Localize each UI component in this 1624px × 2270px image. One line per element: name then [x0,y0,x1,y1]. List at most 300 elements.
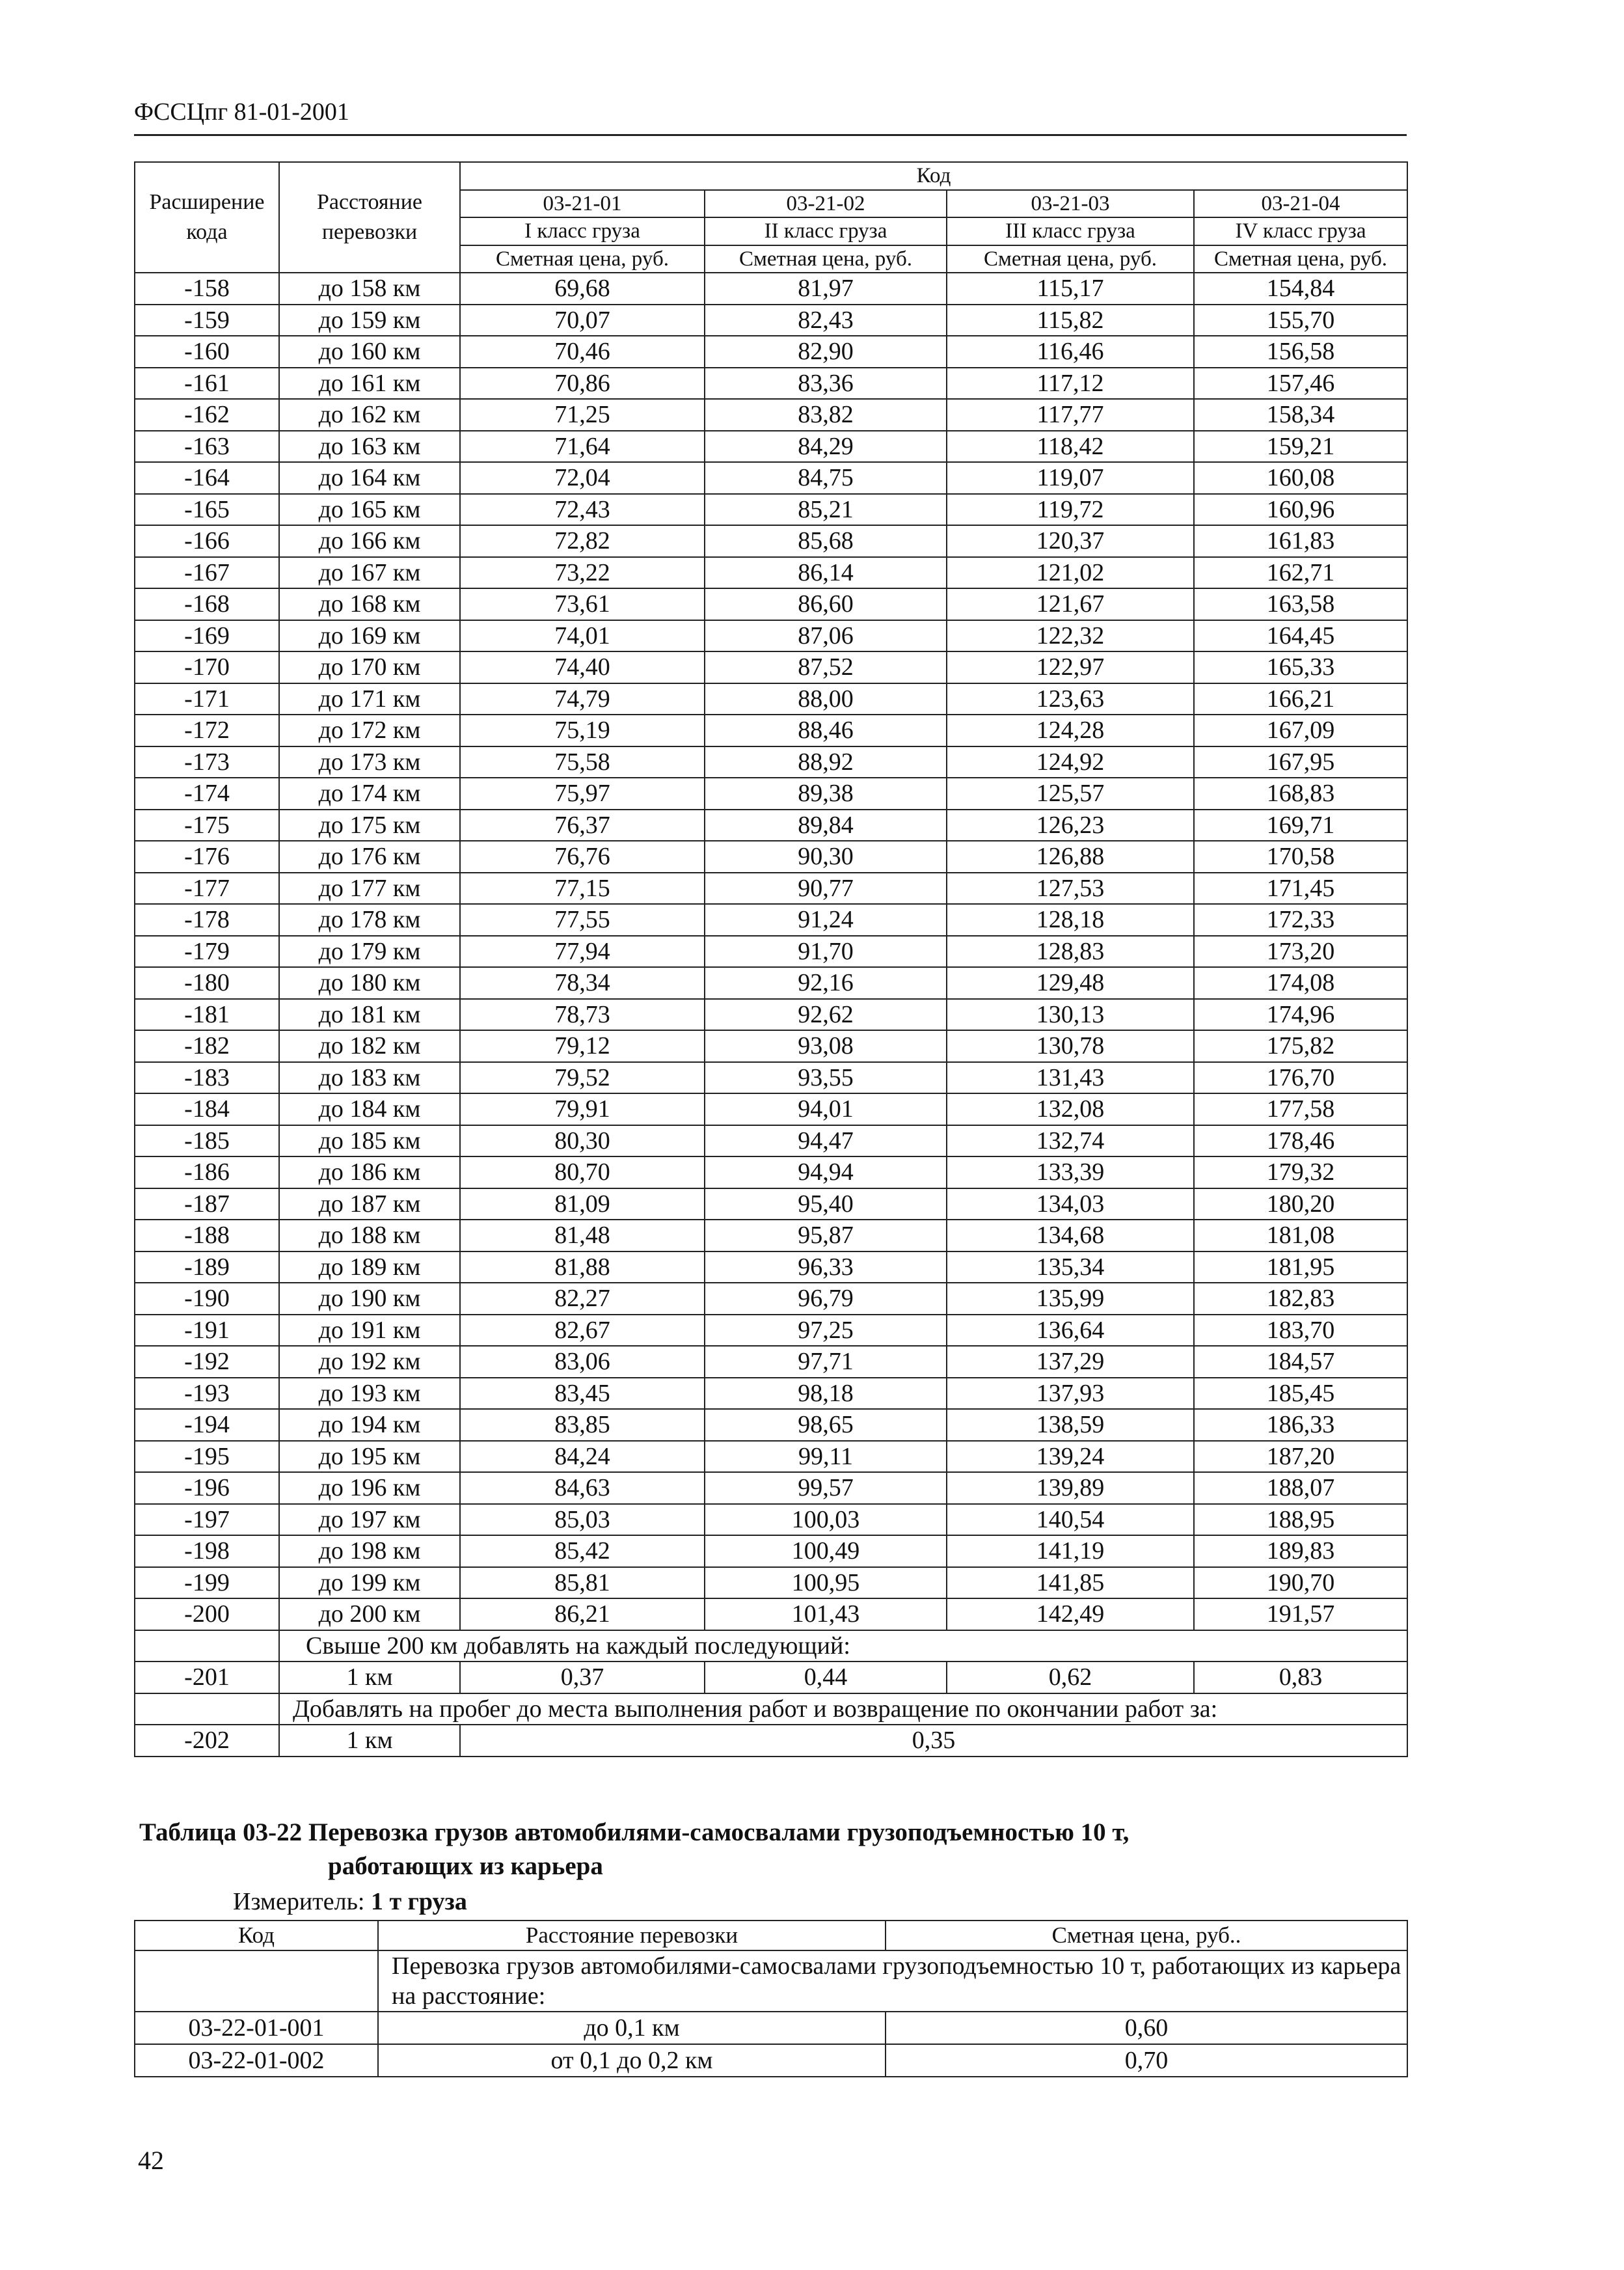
row-distance: до 196 км [279,1472,460,1504]
row-extension: -184 [135,1093,279,1125]
row-price-class-1: 84,63 [460,1472,705,1504]
row-price-class-3: 121,67 [947,588,1194,620]
row-price-class-3: 132,74 [947,1125,1194,1157]
row-distance: до 192 км [279,1346,460,1378]
row-price-class-2: 90,30 [705,841,947,873]
table-row [135,431,1407,463]
row-distance: до 180 км [279,967,460,999]
row-price-class-3: 120,37 [947,525,1194,557]
row-price-class-1: 78,34 [460,967,705,999]
row-price-class-4: 173,20 [1194,936,1407,968]
col-header-code-1: 03-21-01 [460,190,705,218]
row-price-class-1: 86,21 [460,1598,705,1630]
row-price-class-4: 181,08 [1194,1220,1407,1251]
table-row [135,1283,1407,1315]
row-price-class-4: 190,70 [1194,1567,1407,1599]
table-row [135,999,1407,1031]
row-price-class-3: 115,82 [947,305,1194,336]
measure-unit [233,1887,467,1916]
row-distance: до 194 км [279,1409,460,1441]
row-price-class-2: 98,65 [705,1409,947,1441]
row-price-class-4: 188,95 [1194,1504,1407,1536]
row-price-class-2: 100,03 [705,1504,947,1536]
row-extension: -195 [135,1441,279,1473]
table-03-22-caption [139,1816,1375,1883]
row-distance: до 165 км [279,494,460,526]
row-price-class-4: 154,84 [1194,273,1407,305]
table-row [135,368,1407,400]
row-extension: -166 [135,525,279,557]
table-row [135,525,1407,557]
row-price-class-2: 88,00 [705,683,947,715]
row-price-class-4: 164,45 [1194,620,1407,652]
row-distance: до 166 км [279,525,460,557]
row-price-class-3: 129,48 [947,967,1194,999]
row-extension: -165 [135,494,279,526]
table-row [135,967,1407,999]
row-price-class-1: 80,30 [460,1125,705,1157]
table-row [135,1472,1407,1504]
row-distance: до 198 км [279,1535,460,1567]
row-price-class-2: 92,16 [705,967,947,999]
t2-row-distance: от 0,1 до 0,2 км [378,2044,886,2077]
row-price-class-4: 175,82 [1194,1030,1407,1062]
row-distance: до 159 км [279,305,460,336]
row-price-class-3: 130,78 [947,1030,1194,1062]
table-row [135,1062,1407,1094]
row-price-class-1: 81,09 [460,1188,705,1220]
row-price-class-1: 74,79 [460,683,705,715]
row-price-class-1: 71,64 [460,431,705,463]
row-price-class-4: 174,96 [1194,999,1407,1031]
t2-row-code: 03-22-01-002 [135,2044,378,2077]
row-price-class-1: 72,43 [460,494,705,526]
row-price-class-1: 76,37 [460,810,705,841]
row-extension: -170 [135,651,279,683]
row-price-class-4: 179,32 [1194,1156,1407,1188]
row-price-class-3: 0,62 [947,1661,1194,1693]
row-extension: -188 [135,1220,279,1251]
row-price-class-1: 71,25 [460,399,705,431]
row-price-all-classes: 0,35 [460,1725,1407,1757]
row-price-class-4: 168,83 [1194,778,1407,810]
row-price-class-1: 70,46 [460,336,705,368]
row-price-class-2: 93,08 [705,1030,947,1062]
row-price-class-1: 0,37 [460,1661,705,1693]
row-price-class-3: 121,02 [947,557,1194,589]
row-price-class-4: 176,70 [1194,1062,1407,1094]
row-price-class-1: 75,97 [460,778,705,810]
row-distance: до 182 км [279,1030,460,1062]
row-extension: -187 [135,1188,279,1220]
row-extension: -186 [135,1156,279,1188]
row-price-class-1: 85,42 [460,1535,705,1567]
caption-line-1: Таблица 03-22 Перевозка грузов автомобилями-самосвалами грузоподъемностью 10 т, [139,1818,1130,1846]
row-price-class-4: 181,95 [1194,1251,1407,1283]
row-price-class-4: 191,57 [1194,1598,1407,1630]
row-price-class-1: 83,45 [460,1378,705,1410]
row-extension: -178 [135,904,279,936]
row-price-class-3: 119,07 [947,462,1194,494]
row-price-class-3: 128,18 [947,904,1194,936]
row-price-class-2: 93,55 [705,1062,947,1094]
row-distance: до 175 км [279,810,460,841]
table-row [135,873,1407,905]
row-price-class-1: 78,73 [460,999,705,1031]
row-price-class-3: 138,59 [947,1409,1194,1441]
row-distance: до 179 км [279,936,460,968]
table-row [135,588,1407,620]
table-row [135,462,1407,494]
row-price-class-3: 139,24 [947,1441,1194,1473]
row-price-class-4: 162,71 [1194,557,1407,589]
row-price-class-4: 155,70 [1194,305,1407,336]
table-row [135,841,1407,873]
row-price-class-4: 163,58 [1194,588,1407,620]
table-row [135,399,1407,431]
row-extension: -193 [135,1378,279,1410]
table-row [135,904,1407,936]
row-price-class-1: 72,82 [460,525,705,557]
row-price-class-2: 100,95 [705,1567,947,1599]
row-price-class-3: 135,99 [947,1283,1194,1315]
row-price-class-1: 79,12 [460,1030,705,1062]
t2-row-price: 0,70 [886,2044,1407,2077]
row-price-class-2: 81,97 [705,273,947,305]
row-price-class-1: 82,67 [460,1315,705,1347]
table-row [135,1156,1407,1188]
col-header-class-4: IV класс груза [1194,217,1407,245]
table-row [135,1504,1407,1536]
row-extension: -172 [135,715,279,746]
row-extension: -182 [135,1030,279,1062]
table-row [135,936,1407,968]
row-price-class-4: 188,07 [1194,1472,1407,1504]
row-distance: до 173 км [279,746,460,778]
row-price-class-1: 79,91 [460,1093,705,1125]
table-row-note [135,1630,1407,1662]
row-price-class-4: 160,08 [1194,462,1407,494]
t2-header-price: Сметная цена, руб.. [886,1921,1407,1950]
row-price-class-2: 101,43 [705,1598,947,1630]
row-price-class-3: 122,32 [947,620,1194,652]
row-price-class-2: 82,90 [705,336,947,368]
row-extension: -185 [135,1125,279,1157]
row-price-class-1: 74,01 [460,620,705,652]
table-row [135,715,1407,746]
row-extension: -196 [135,1472,279,1504]
row-extension: -201 [135,1661,279,1693]
row-distance: до 185 км [279,1125,460,1157]
row-distance: до 188 км [279,1220,460,1251]
table-row [135,1220,1407,1251]
document-code-header: ФССЦпг 81-01-2001 [134,98,349,126]
row-price-class-1: 83,85 [460,1409,705,1441]
row-price-class-4: 186,33 [1194,1409,1407,1441]
row-price-class-1: 69,68 [460,273,705,305]
row-price-class-1: 70,07 [460,305,705,336]
table-row [135,557,1407,589]
row-extension: -171 [135,683,279,715]
row-distance: до 193 км [279,1378,460,1410]
row-price-class-3: 134,68 [947,1220,1194,1251]
table-row [135,305,1407,336]
row-price-class-2: 95,87 [705,1220,947,1251]
row-price-class-3: 134,03 [947,1188,1194,1220]
row-price-class-4: 167,95 [1194,746,1407,778]
row-price-class-2: 94,94 [705,1156,947,1188]
row-price-class-2: 91,24 [705,904,947,936]
row-price-class-4: 170,58 [1194,841,1407,873]
col-header-distance: Расстояние перевозки [279,162,460,273]
row-extension: -191 [135,1315,279,1347]
row-distance: до 160 км [279,336,460,368]
row-price-class-1: 81,48 [460,1220,705,1251]
row-extension: -202 [135,1725,279,1757]
row-price-class-2: 96,79 [705,1283,947,1315]
col-header-price-4: Сметная цена, руб. [1194,245,1407,273]
row-price-class-2: 87,52 [705,651,947,683]
row-price-class-1: 75,58 [460,746,705,778]
row-price-class-2: 94,01 [705,1093,947,1125]
row-extension: -163 [135,431,279,463]
col-header-price-2: Сметная цена, руб. [705,245,947,273]
table-row [135,1725,1407,1757]
row-distance: до 178 км [279,904,460,936]
row-price-class-3: 137,93 [947,1378,1194,1410]
row-price-class-1: 73,61 [460,588,705,620]
table-row [135,683,1407,715]
row-price-class-2: 90,77 [705,873,947,905]
row-price-class-4: 158,34 [1194,399,1407,431]
caption-line-2: работающих из карьера [328,1852,603,1880]
row-price-class-3: 128,83 [947,936,1194,968]
row-extension: -176 [135,841,279,873]
row-distance: до 161 км [279,368,460,400]
row-price-class-3: 123,63 [947,683,1194,715]
row-price-class-3: 131,43 [947,1062,1194,1094]
table-row [135,1188,1407,1220]
price-table-03-22 [134,1920,1408,2077]
row-extension: -158 [135,273,279,305]
row-price-class-3: 125,57 [947,778,1194,810]
row-price-class-2: 0,44 [705,1661,947,1693]
row-distance: до 186 км [279,1156,460,1188]
row-extension: -159 [135,305,279,336]
row-price-class-2: 96,33 [705,1251,947,1283]
row-price-class-2: 83,82 [705,399,947,431]
table-row [135,1661,1407,1693]
table-row [135,1567,1407,1599]
col-header-code-3: 03-21-03 [947,190,1194,218]
row-price-class-2: 97,71 [705,1346,947,1378]
table-row [135,494,1407,526]
row-extension: -189 [135,1251,279,1283]
row-price-class-3: 137,29 [947,1346,1194,1378]
table-row [135,651,1407,683]
row-extension: -197 [135,1504,279,1536]
table-row [135,1125,1407,1157]
row-price-class-3: 140,54 [947,1504,1194,1536]
row-price-class-2: 84,75 [705,462,947,494]
row-price-class-2: 91,70 [705,936,947,968]
row-price-class-2: 82,43 [705,305,947,336]
row-price-class-2: 86,60 [705,588,947,620]
row-extension: -164 [135,462,279,494]
note-empty-cell [135,1630,279,1662]
t2-description: Перевозка грузов автомобилями-самосвалами грузоподъемностью 10 т, работающих из карьера на расстояние: [378,1950,1407,2012]
row-price-class-2: 98,18 [705,1378,947,1410]
row-price-class-4: 160,96 [1194,494,1407,526]
row-price-class-2: 89,84 [705,810,947,841]
row-extension: -180 [135,967,279,999]
row-price-class-3: 117,12 [947,368,1194,400]
row-distance: до 162 км [279,399,460,431]
row-distance: 1 км [279,1661,460,1693]
row-price-class-1: 83,06 [460,1346,705,1378]
table-row [135,1093,1407,1125]
col-header-code-4: 03-21-04 [1194,190,1407,218]
row-distance: до 200 км [279,1598,460,1630]
row-distance: до 164 км [279,462,460,494]
table-row [135,1535,1407,1567]
row-extension: -167 [135,557,279,589]
row-extension: -169 [135,620,279,652]
row-distance: до 174 км [279,778,460,810]
row-extension: -198 [135,1535,279,1567]
table-row [135,336,1407,368]
row-price-class-2: 92,62 [705,999,947,1031]
row-price-class-1: 70,86 [460,368,705,400]
row-price-class-1: 77,55 [460,904,705,936]
page-number: 42 [138,2146,164,2175]
row-distance: до 168 км [279,588,460,620]
row-price-class-4: 167,09 [1194,715,1407,746]
table-row [135,2044,1407,2077]
row-price-class-4: 183,70 [1194,1315,1407,1347]
row-price-class-2: 99,57 [705,1472,947,1504]
row-price-class-1: 82,27 [460,1283,705,1315]
col-header-price-1: Сметная цена, руб. [460,245,705,273]
t2-row-distance: до 0,1 км [378,2012,886,2044]
row-price-class-2: 94,47 [705,1125,947,1157]
measure-unit-value: 1 т груза [371,1888,467,1915]
table-row [135,1409,1407,1441]
col-header-code-group: Код [460,162,1407,190]
row-distance: до 199 км [279,1567,460,1599]
row-extension: -160 [135,336,279,368]
row-price-class-3: 141,85 [947,1567,1194,1599]
col-header-class-3: III класс груза [947,217,1194,245]
table-row-note [135,1693,1407,1725]
table-row [135,1251,1407,1283]
row-distance: до 190 км [279,1283,460,1315]
row-price-class-4: 165,33 [1194,651,1407,683]
row-distance: до 184 км [279,1093,460,1125]
col-header-price-3: Сметная цена, руб. [947,245,1194,273]
row-price-class-2: 99,11 [705,1441,947,1473]
row-price-class-2: 89,38 [705,778,947,810]
row-distance: до 183 км [279,1062,460,1094]
row-distance: 1 км [279,1725,460,1757]
row-price-class-2: 85,68 [705,525,947,557]
row-price-class-1: 85,03 [460,1504,705,1536]
row-price-class-4: 182,83 [1194,1283,1407,1315]
row-distance: до 172 км [279,715,460,746]
row-price-class-3: 126,88 [947,841,1194,873]
row-extension: -183 [135,1062,279,1094]
t2-desc-empty-cell [135,1950,378,2012]
row-price-class-4: 184,57 [1194,1346,1407,1378]
row-price-class-4: 171,45 [1194,873,1407,905]
row-price-class-4: 161,83 [1194,525,1407,557]
row-price-class-3: 135,34 [947,1251,1194,1283]
row-price-class-3: 130,13 [947,999,1194,1031]
row-price-class-2: 88,92 [705,746,947,778]
row-distance: до 167 км [279,557,460,589]
row-extension: -181 [135,999,279,1031]
row-distance: до 171 км [279,683,460,715]
table-row [135,620,1407,652]
row-extension: -177 [135,873,279,905]
note-mileage: Добавлять на пробег до места выполнения работ и возвращение по окончании работ за: [279,1693,1407,1725]
table-row [135,1441,1407,1473]
row-price-class-4: 157,46 [1194,368,1407,400]
row-distance: до 197 км [279,1504,460,1536]
row-extension: -200 [135,1598,279,1630]
row-price-class-4: 156,58 [1194,336,1407,368]
row-price-class-1: 73,22 [460,557,705,589]
row-price-class-1: 77,15 [460,873,705,905]
row-price-class-3: 115,17 [947,273,1194,305]
row-price-class-4: 159,21 [1194,431,1407,463]
t2-header-code: Код [135,1921,378,1950]
measure-unit-label: Измеритель: [233,1888,365,1915]
table-row [135,1315,1407,1347]
row-price-class-2: 85,21 [705,494,947,526]
row-price-class-2: 86,14 [705,557,947,589]
row-distance: до 176 км [279,841,460,873]
row-extension: -175 [135,810,279,841]
row-price-class-3: 124,92 [947,746,1194,778]
row-extension: -199 [135,1567,279,1599]
row-price-class-2: 88,46 [705,715,947,746]
row-price-class-1: 74,40 [460,651,705,683]
table-row [135,746,1407,778]
row-price-class-1: 75,19 [460,715,705,746]
row-distance: до 187 км [279,1188,460,1220]
table-row [135,1598,1407,1630]
row-price-class-4: 169,71 [1194,810,1407,841]
row-price-class-3: 117,77 [947,399,1194,431]
row-price-class-4: 185,45 [1194,1378,1407,1410]
row-price-class-3: 127,53 [947,873,1194,905]
row-extension: -161 [135,368,279,400]
row-price-class-4: 177,58 [1194,1093,1407,1125]
row-price-class-1: 72,04 [460,462,705,494]
row-extension: -173 [135,746,279,778]
col-header-code-2: 03-21-02 [705,190,947,218]
row-price-class-1: 81,88 [460,1251,705,1283]
row-price-class-2: 87,06 [705,620,947,652]
row-extension: -162 [135,399,279,431]
row-distance: до 189 км [279,1251,460,1283]
t2-header-distance: Расстояние перевозки [378,1921,886,1950]
row-extension: -174 [135,778,279,810]
row-price-class-3: 118,42 [947,431,1194,463]
row-price-class-1: 80,70 [460,1156,705,1188]
row-price-class-2: 95,40 [705,1188,947,1220]
